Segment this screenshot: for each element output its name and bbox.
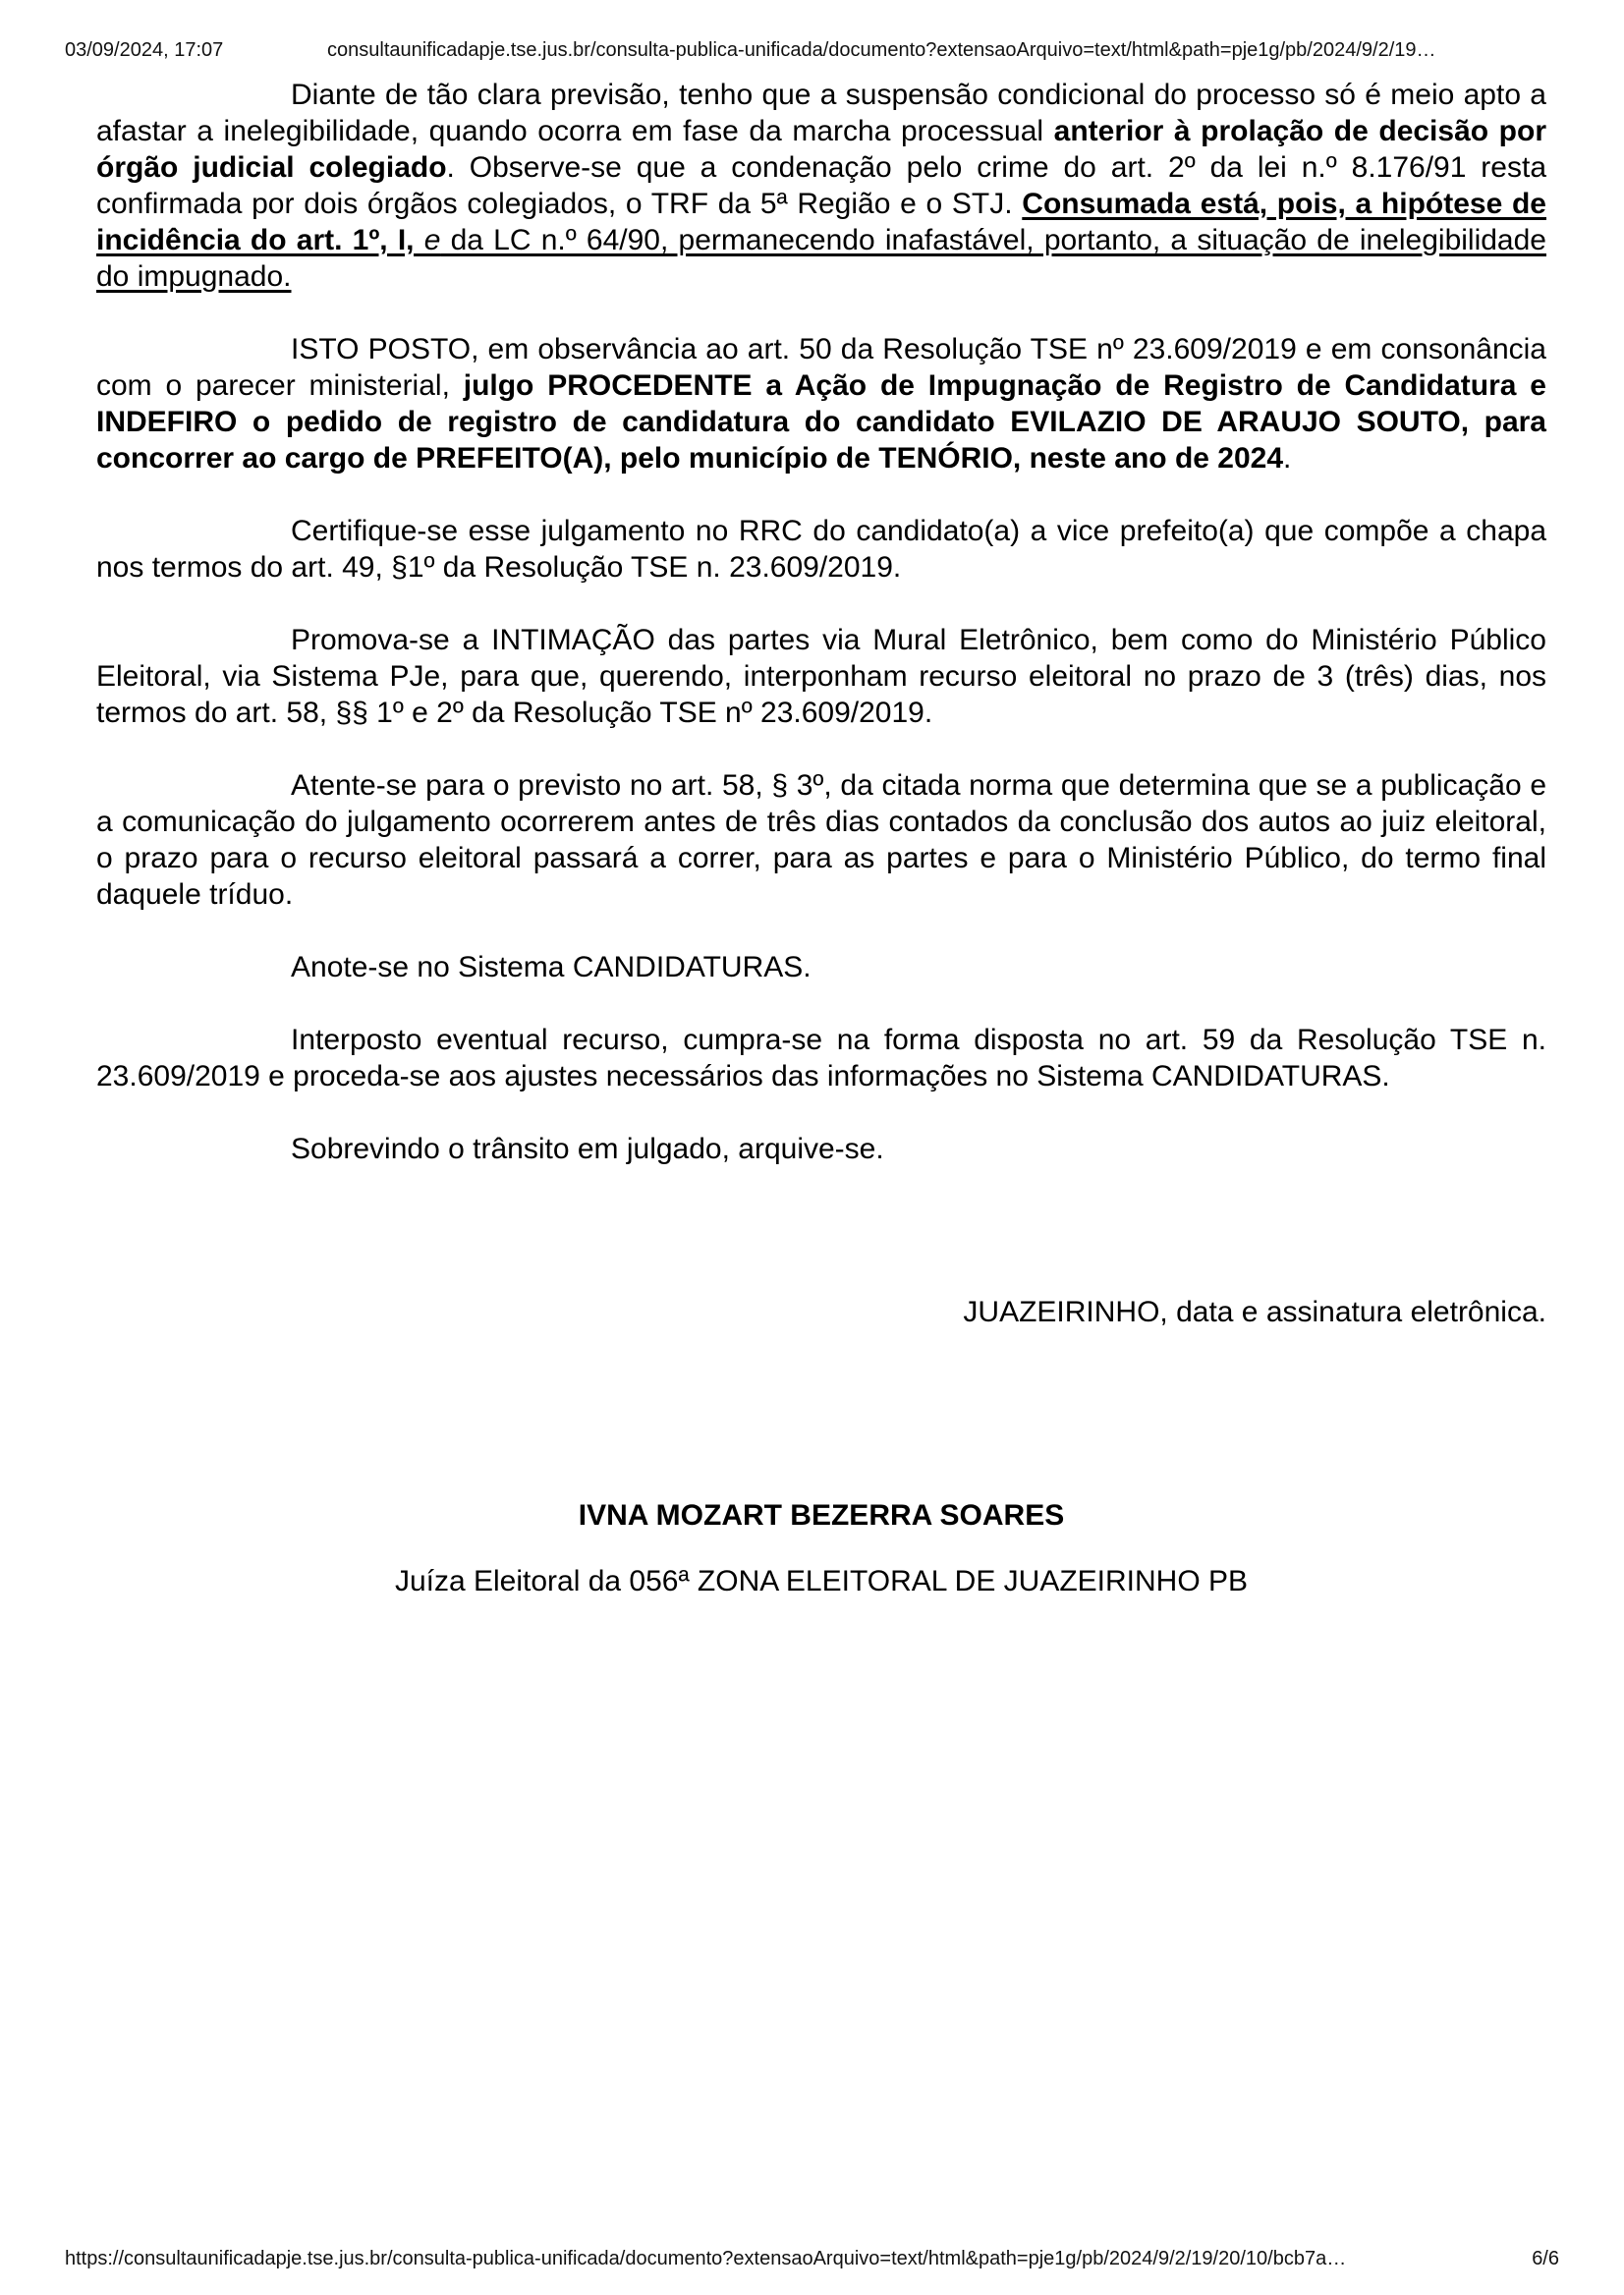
page-number: 6/6	[1532, 2248, 1559, 2269]
paragraph-certifique	[96, 513, 1546, 586]
document-body	[96, 77, 1546, 1599]
text-segment: Certifique-se esse julgamento no RRC do candidato(a) a vice prefeito(a) que compõe a chapa nos termos do art. 49, §1º da Resolução TSE n. 23.609/2019.	[96, 515, 1546, 584]
text-segment: .	[1283, 442, 1292, 475]
signer-role: Juíza Eleitoral da 056ª ZONA ELEITORAL DE JUAZEIRINHO PB	[394, 1565, 1249, 1597]
text-segment: Interposto eventual recurso, cumpra-se na forma disposta no art. 59 da Resolução TSE n. 23.609/2019 e proceda-se aos ajustes necessários das informações no Sistema CANDIDATURAS.	[96, 1024, 1546, 1092]
place-and-date: JUAZEIRINHO, data e assinatura eletrônica.	[963, 1296, 1546, 1328]
text-segment: Promova-se a INTIMAÇÃO das partes via Mural Eletrônico, bem como do Ministério Público Eleitoral, via Sistema PJe, para que, querendo, interponham recurso eleitoral no prazo de 3 (três) dias, nos termos do art. 58, §§ 1º e 2º da Resolução TSE nº 23.609/2019.	[96, 624, 1546, 729]
paragraph-intimacao	[96, 622, 1546, 731]
print-header-url: consultaunificadapje.tse.jus.br/consulta-publica-unificada/documento?extensaoArquivo=text/html&path=pje1g/pb/2024/9/2/19…	[327, 39, 1436, 61]
underlined-segment: da LC n.º 64/90, permanecendo inafastável, portanto, a situação de inelegibilidade do impugnado.	[96, 224, 1546, 293]
text-segment: Sobrevindo o trânsito em julgado, arquive-se.	[291, 1133, 884, 1165]
text-segment: ISTO POSTO, em observância ao art. 50 da Resolução TSE nº 23.609/2019 e em consonância com o parecer ministerial,	[96, 333, 1546, 402]
paragraph-atente	[96, 767, 1546, 913]
italic-underlined-segment: e	[414, 224, 441, 256]
text-segment: Atente-se para o previsto no art. 58, § 3º, da citada norma que determina que se a publicação e a comunicação do julgamento ocorrerem antes de três dias contados da conclusão dos autos ao juiz eleitoral, o prazo para o recurso eleitoral passará a correr, para as partes e para o Ministério Público, do termo final daquele tríduo.	[96, 769, 1546, 911]
paragraph-dispositivo	[96, 331, 1546, 476]
bold-segment: anterior à prolação de decisão por órgão judicial colegiado	[96, 115, 1546, 184]
text-segment: . Observe-se que a condenação pelo crime do art. 2º da lei n.º 8.176/91 resta confirmada por dois órgãos colegiados, o TRF da 5ª Região e o STJ.	[96, 151, 1547, 220]
paragraph-anote	[96, 949, 1546, 985]
paragraph-recurso	[96, 1022, 1546, 1094]
print-datetime: 03/09/2024, 17:07	[65, 39, 224, 61]
paragraph-inelegibilidade	[96, 77, 1546, 295]
bold-segment: julgo PROCEDENTE a Ação de Impugnação de Registro de Candidatura e INDEFIRO o pedido de registro de candidatura do candidato EVILAZIO DE ARAUJO SOUTO, para concorrer ao cargo de PREFEITO(A), pelo município de TENÓRIO, neste ano de 2024	[96, 369, 1546, 475]
text-segment: Anote-se no Sistema CANDIDATURAS.	[291, 951, 812, 983]
signer-name: IVNA MOZART BEZERRA SOARES	[578, 1499, 1065, 1532]
print-footer-url: https://consultaunificadapje.tse.jus.br/consulta-publica-unificada/documento?extensaoArquivo=text/html&path=pje1g/pb/2024/9/2/19/20/10/bcb7a…	[65, 2248, 1347, 2269]
text-segment: Diante de tão clara previsão, tenho que a suspensão condicional do processo só é meio apto a afastar a inelegibilidade, quando ocorra em fase da marcha processual	[96, 79, 1546, 147]
paragraph-transito	[96, 1131, 1546, 1167]
bold-underlined-segment: Consumada está, pois, a hipótese de incidência do art. 1º, I,	[96, 188, 1546, 256]
